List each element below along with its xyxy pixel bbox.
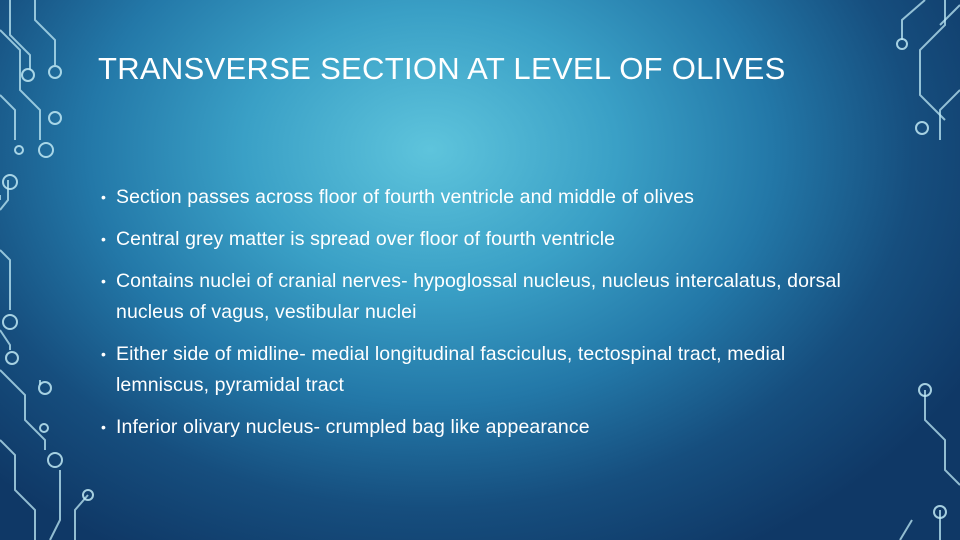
bullet-text: Contains nuclei of cranial nerves- hypoglossal nucleus, nucleus intercalatus, dorsal nucleus of vagus, vestibular nuclei bbox=[116, 270, 841, 323]
bullet-dot-icon: • bbox=[101, 231, 107, 247]
list-item bbox=[100, 182, 880, 213]
bullet-dot-icon: • bbox=[101, 273, 107, 289]
bullet-list bbox=[100, 182, 880, 454]
bullet-text: Inferior olivary nucleus- crumpled bag like appearance bbox=[116, 416, 590, 438]
list-item bbox=[100, 339, 880, 401]
bullet-dot-icon: • bbox=[101, 189, 107, 205]
bullet-text: Either side of midline- medial longitudinal fasciculus, tectospinal tract, medial lemniscus, pyramidal tract bbox=[116, 343, 786, 396]
bullet-text: Section passes across floor of fourth ventricle and middle of olives bbox=[116, 186, 695, 208]
bullet-dot-icon: • bbox=[101, 419, 107, 435]
list-item bbox=[100, 224, 880, 255]
bullet-dot-icon: • bbox=[101, 346, 107, 362]
slide-title: TRANSVERSE SECTION AT LEVEL OF OLIVES bbox=[98, 51, 786, 86]
list-item bbox=[100, 266, 880, 328]
list-item bbox=[100, 412, 880, 443]
bullet-text: Central grey matter is spread over floor of fourth ventricle bbox=[116, 228, 616, 250]
